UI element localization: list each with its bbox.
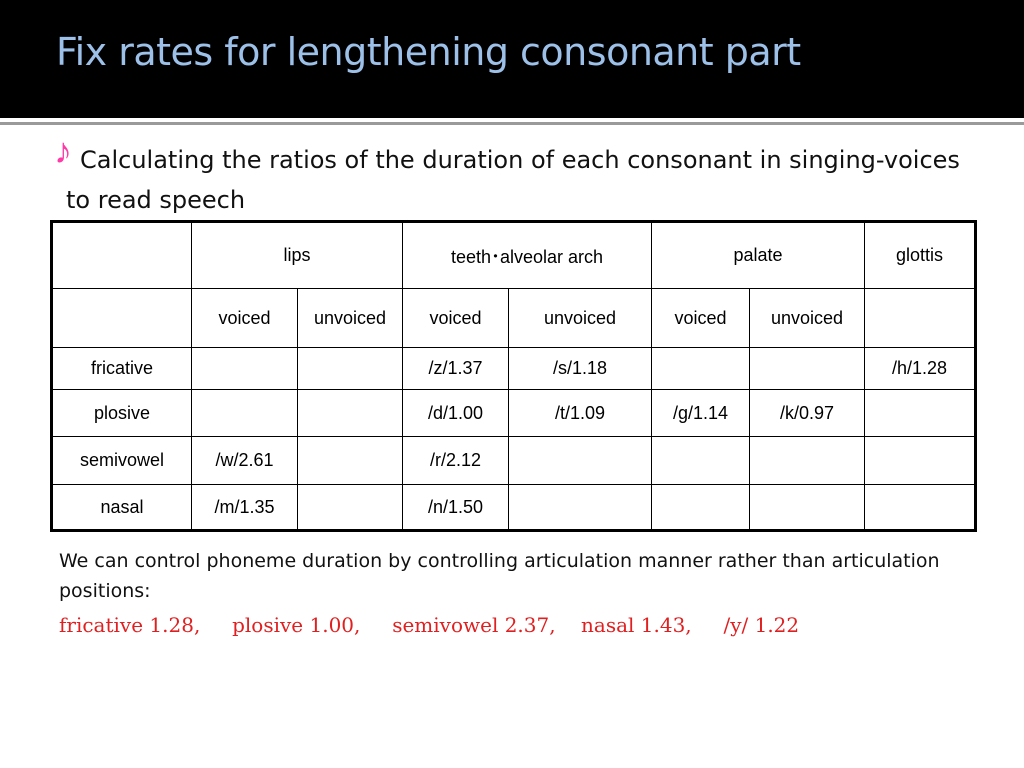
table-cell (865, 390, 976, 437)
title-divider (0, 122, 1024, 125)
table-cell: /g/1.14 (652, 390, 750, 437)
voicing-cell: voiced (192, 289, 298, 348)
table-cell (750, 437, 865, 485)
header-palate: palate (652, 222, 865, 289)
conclusion-note: We can control phoneme duration by controlling articulation manner rather than articulation positions: (59, 550, 940, 602)
voicing-cell: unvoiced (298, 289, 403, 348)
manner-rates-line (59, 610, 799, 640)
voicing-cell (865, 289, 976, 348)
voicing-corner-cell (52, 289, 192, 348)
voicing-cell: voiced (403, 289, 509, 348)
table-row-plosive (52, 390, 976, 437)
table-cell (865, 485, 976, 531)
table-cell (298, 485, 403, 531)
music-note-icon: ♪ (54, 130, 72, 171)
table-cell: /w/2.61 (192, 437, 298, 485)
voicing-cell: voiced (652, 289, 750, 348)
table-cell (865, 437, 976, 485)
table-header-row (52, 222, 976, 289)
table-row-fricative (52, 348, 976, 390)
table-corner-cell (52, 222, 192, 289)
rate-semivowel: semivowel 2.37, (392, 613, 556, 637)
header-lips: lips (192, 222, 403, 289)
table-cell (509, 437, 652, 485)
rate-plosive: plosive 1.00, (232, 613, 361, 637)
table-cell (652, 348, 750, 390)
rate-y: /y/ 1.22 (723, 613, 800, 637)
page-title: Fix rates for lengthening consonant part (56, 30, 801, 74)
table-cell: /k/0.97 (750, 390, 865, 437)
table-cell (298, 348, 403, 390)
rate-fricative: fricative 1.28, (59, 613, 201, 637)
table-cell: /h/1.28 (865, 348, 976, 390)
table-cell (652, 437, 750, 485)
bullet-text: Calculating the ratios of the duration of each consonant in singing-voices to read speech (66, 146, 960, 214)
header-glottis: glottis (865, 222, 976, 289)
table-row-nasal (52, 485, 976, 531)
header-teeth-alveolar-arch: teeth･alveolar arch (403, 222, 652, 289)
row-label-semivowel: semivowel (52, 437, 192, 485)
table-cell: /d/1.00 (403, 390, 509, 437)
table-cell (750, 485, 865, 531)
row-label-plosive: plosive (52, 390, 192, 437)
voicing-cell: unvoiced (509, 289, 652, 348)
table-cell (509, 485, 652, 531)
table-cell: /m/1.35 (192, 485, 298, 531)
consonant-ratio-table (50, 220, 977, 532)
voicing-cell: unvoiced (750, 289, 865, 348)
table-cell (192, 348, 298, 390)
row-label-fricative: fricative (52, 348, 192, 390)
table-cell (192, 390, 298, 437)
title-bar (0, 0, 1024, 118)
row-label-nasal: nasal (52, 485, 192, 531)
table-cell (750, 348, 865, 390)
rate-nasal: nasal 1.43, (581, 613, 692, 637)
table-cell: /r/2.12 (403, 437, 509, 485)
table-cell: /s/1.18 (509, 348, 652, 390)
table-cell: /n/1.50 (403, 485, 509, 531)
table-cell: /z/1.37 (403, 348, 509, 390)
table-cell (652, 485, 750, 531)
table-cell (298, 437, 403, 485)
table-voicing-row (52, 289, 976, 348)
table-cell (298, 390, 403, 437)
table-cell: /t/1.09 (509, 390, 652, 437)
table-row-semivowel (52, 437, 976, 485)
